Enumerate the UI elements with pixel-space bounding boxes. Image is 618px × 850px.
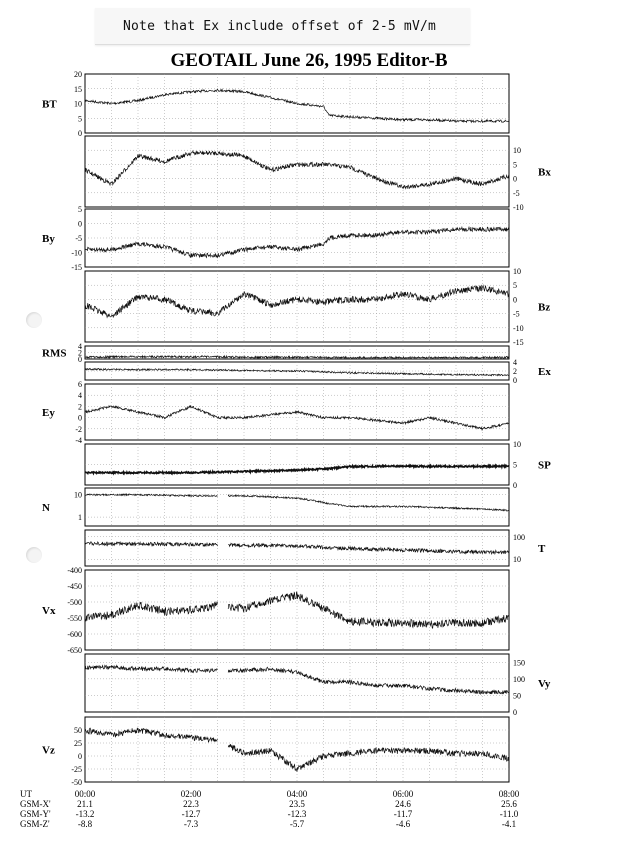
panel-sp-tick-label: 10 (513, 440, 521, 449)
panel-bx-tick-label: 10 (513, 146, 521, 156)
orbit-value-2-1: 21.1 (77, 799, 93, 809)
panel-vz-tick-label: -25 (71, 765, 82, 774)
panel-vy-tick-label: 0 (513, 708, 517, 717)
panel-vy-tick-label: 150 (513, 658, 525, 668)
panel-ex-tick-label: 0 (513, 376, 517, 385)
panel-bz-tick-label: -10 (513, 323, 524, 333)
panel-bz-tick-label: 0 (513, 295, 517, 305)
orbit-value-3-4: -11.7 (393, 809, 413, 819)
orbit-value-2-3: 23.5 (289, 799, 305, 809)
orbit-value-3-2: -12.7 (181, 809, 201, 819)
orbit-value-2-4: 24.6 (395, 799, 411, 809)
panel-vy-tick-label: 100 (513, 674, 525, 684)
panel-bx-tick-label: -5 (513, 188, 520, 198)
panel-vz-tick-label: 0 (78, 752, 82, 761)
panel-label-bx: Bx (538, 166, 551, 179)
panel-bt-tick-label: 20 (74, 70, 82, 79)
panel-label-bt: BT (42, 98, 57, 111)
orbit-row-label-1: UT (20, 789, 32, 799)
series-line-sp (85, 465, 509, 473)
orbit-value-2-2: 22.3 (183, 799, 199, 809)
panel-ex-tick-label: 4 (513, 358, 517, 367)
panel-ex-tick-label: 2 (513, 367, 517, 376)
panel-label-ex: Ex (538, 366, 551, 378)
panel-ey-tick-label: 4 (78, 391, 82, 401)
orbit-row-label-3: GSM-Y' (20, 809, 51, 819)
orbit-value-4-1: -8.8 (77, 819, 93, 829)
panel-bz-tick-label: 5 (513, 281, 517, 291)
orbit-value-1-5: 08:00 (498, 789, 520, 799)
panel-by-tick-label: 5 (78, 205, 82, 214)
panel-label-sp: SP (538, 459, 551, 472)
panel-bz-tick-label: 10 (513, 267, 521, 276)
panel-ey-tick-label: 0 (78, 413, 82, 423)
orbit-value-1-2: 02:00 (180, 789, 202, 799)
orbit-value-4-5: -4.1 (501, 819, 517, 829)
panel-ey-tick-label: -4 (75, 436, 82, 445)
orbit-value-4-2: -7.3 (183, 819, 199, 829)
orbit-value-3-1: -13.2 (75, 809, 95, 819)
panel-by-tick-label: -10 (71, 248, 82, 258)
panel-n-tick-label: 10 (74, 490, 82, 500)
panel-vy-tick-label: 50 (513, 691, 521, 701)
panel-by-tick-label: -5 (75, 234, 82, 243)
panel-label-bz: Bz (538, 301, 551, 314)
panel-sp-tick-label: 0 (513, 481, 517, 490)
orbit-row-label-2: GSM-X' (20, 799, 51, 809)
panel-vx-tick-label: -500 (67, 598, 82, 607)
orbit-value-4-4: -4.6 (395, 819, 411, 829)
panel-ey-tick-label: -2 (75, 424, 82, 434)
panel-ey-tick-label: 6 (78, 380, 82, 389)
panel-rms-tick-label: 0 (78, 355, 82, 364)
panel-label-t: T (538, 543, 546, 555)
panel-bz-tick-label: -5 (513, 309, 520, 319)
orbit-value-3-5: -11.0 (499, 809, 519, 819)
panel-vz-tick-label: 25 (74, 739, 82, 748)
panel-ey-tick-label: 2 (78, 402, 82, 412)
orbit-value-1-4: 06:00 (392, 789, 414, 799)
panel-rms-tick-label: 2 (78, 348, 82, 358)
panel-label-rms: RMS (42, 347, 67, 360)
panel-bt-tick-label: 15 (74, 84, 82, 94)
series-line-rms (85, 356, 509, 358)
panel-bx-tick-label: 5 (513, 160, 517, 170)
orbit-value-3-3: -12.3 (287, 809, 307, 819)
panel-vx-tick-label: -400 (67, 566, 82, 575)
orbit-value-4-3: -5.7 (289, 819, 305, 829)
panel-vx-tick-label: -450 (67, 582, 82, 591)
panel-sp-tick-label: 5 (513, 460, 517, 470)
series-line-bt (85, 89, 509, 122)
panel-bt-tick-label: 5 (78, 114, 82, 124)
offset-note-text: Note that Ex include offset of 2-5 mV/m (123, 19, 437, 34)
panel-label-by: By (42, 233, 55, 245)
panel-t-tick-label: 10 (513, 555, 521, 565)
panel-label-vz: Vz (42, 744, 55, 757)
panel-by-tick-label: -15 (71, 263, 82, 272)
panel-vz-tick-label: 50 (74, 726, 82, 735)
panel-t-tick-label: 100 (513, 532, 525, 542)
panel-label-ey: Ey (42, 407, 55, 419)
panel-bt-tick-label: 0 (78, 129, 82, 138)
panel-vx-tick-label: -600 (67, 630, 82, 639)
orbit-value-2-5: 25.6 (501, 799, 517, 809)
panel-bz-tick-label: -15 (513, 338, 524, 347)
orbit-row-label-4: GSM-Z' (20, 819, 50, 829)
panel-vz-tick-label: -50 (71, 778, 82, 787)
panel-vx-tick-label: -650 (67, 646, 82, 655)
panel-vx-tick-label: -550 (67, 614, 82, 623)
panel-n-tick-label: 1 (78, 513, 82, 523)
orbit-value-1-1: 00:00 (74, 789, 96, 799)
panel-bx-tick-label: -10 (513, 203, 524, 212)
panel-label-vx: Vx (42, 605, 56, 617)
panel-label-n: N (42, 502, 50, 514)
panel-by-tick-label: 0 (78, 219, 82, 229)
panel-label-vy: Vy (538, 678, 551, 690)
orbit-value-1-3: 04:00 (286, 789, 308, 799)
panel-rms-tick-label: 4 (78, 342, 82, 351)
series-line-n (85, 494, 509, 511)
panel-bx-tick-label: 0 (513, 174, 517, 184)
panel-bt-tick-label: 10 (74, 99, 82, 109)
chart-title: GEOTAIL June 26, 1995 Editor-B (170, 50, 448, 71)
panel-frame-vy (85, 654, 509, 712)
